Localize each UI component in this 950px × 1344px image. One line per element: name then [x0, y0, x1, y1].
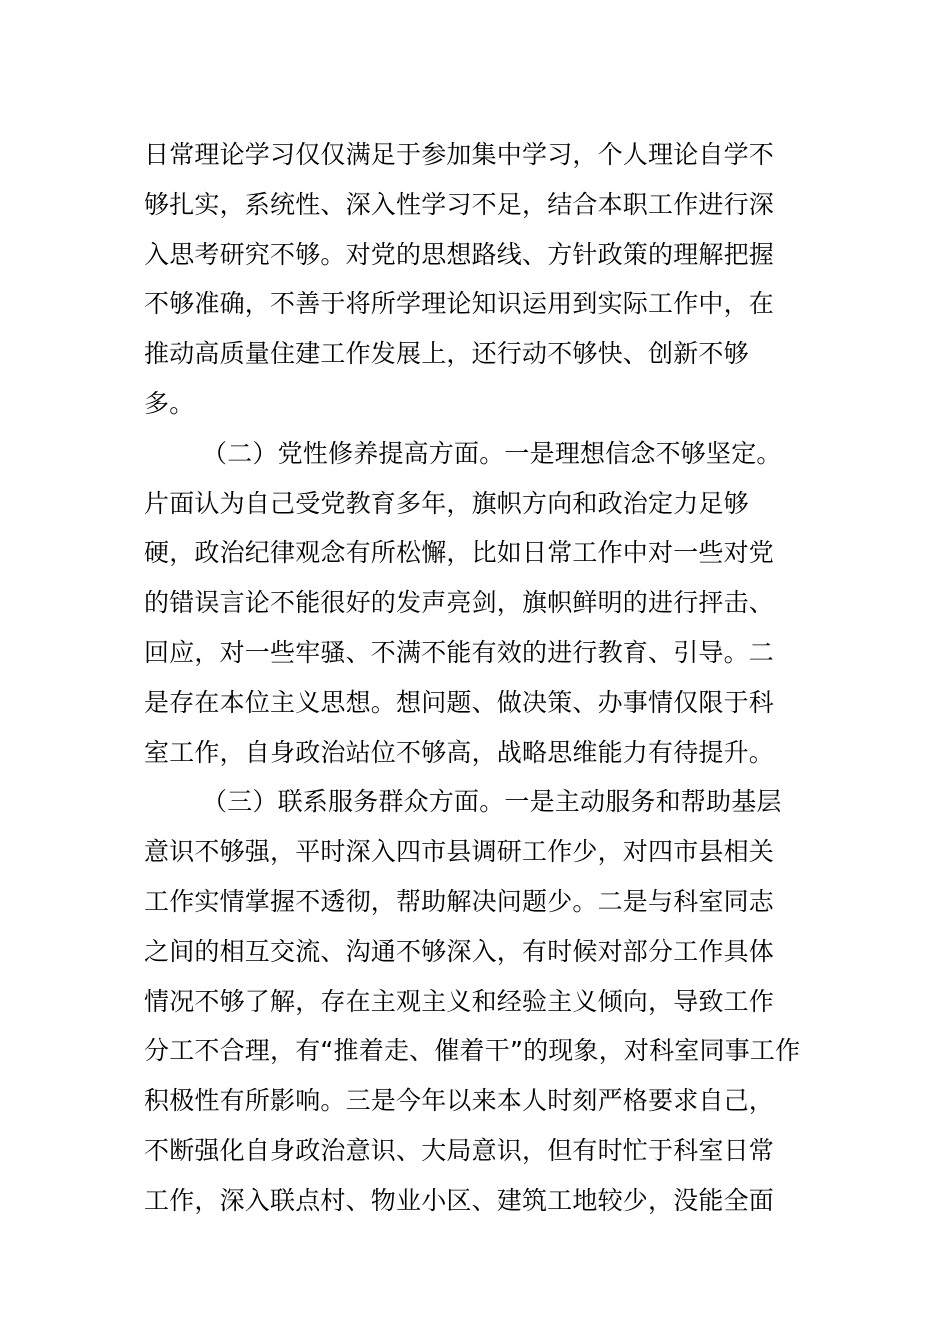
- body-text: [144, 130, 804, 1226]
- text-line: 够扎实，系统性、深入性学习不足，结合本职工作进行深: [144, 189, 775, 219]
- text-line: 不断强化自身政治意识、大局意识，但有时忙于科室日常: [144, 1135, 775, 1165]
- text-line: 的错误言论不能很好的发声亮剑，旗帜鲜明的进行抨击、: [144, 588, 775, 618]
- text-line: 日常理论学习仅仅满足于参加集中学习，个人理论自学不: [144, 140, 775, 169]
- text-line: 之间的相互交流、沟通不够深入，有时候对部分工作具体: [144, 936, 775, 966]
- section-heading-line: （二）党性修养提高方面。一是理想信念不够坚定。: [202, 438, 782, 468]
- text-line: 情况不够了解，存在主观主义和经验主义倾向，导致工作: [144, 986, 775, 1016]
- text-line: 室工作，自身政治站位不够高，战略思维能力有待提升。: [144, 737, 775, 767]
- text-line: 片面认为自己受党教育多年，旗帜方向和政治定力足够: [144, 488, 749, 518]
- text-line: 入思考研究不够。对党的思想路线、方针政策的理解把握: [144, 239, 775, 269]
- text-line: 推动高质量住建工作发展上，还行动不够快、创新不够: [144, 339, 749, 369]
- text-line: 硬，政治纪律观念有所松懈，比如日常工作中对一些对党: [144, 538, 775, 568]
- text-line: 分工不合理，有“推着走、催着干”的现象，对科室同事工作: [144, 1036, 801, 1066]
- section-heading-line: （三）联系服务群众方面。一是主动服务和帮助基层: [202, 787, 782, 817]
- text-line: 积极性有所影响。三是今年以来本人时刻严格要求自己，: [144, 1086, 775, 1116]
- text-line: 回应，对一些牢骚、不满不能有效的进行教育、引导。二: [144, 637, 775, 667]
- text-line: 意识不够强，平时深入四市县调研工作少，对四市县相关: [144, 837, 775, 867]
- text-line: 多。: [144, 388, 195, 418]
- text-line: 是存在本位主义思想。想问题、做决策、办事情仅限于科: [144, 687, 775, 717]
- text-line: 工作实情掌握不透彻，帮助解决问题少。二是与科室同志: [144, 886, 775, 916]
- text-line: 不够准确，不善于将所学理论知识运用到实际工作中，在: [144, 289, 775, 319]
- text-line: 工作，深入联点村、物业小区、建筑工地较少，没能全面: [144, 1185, 775, 1215]
